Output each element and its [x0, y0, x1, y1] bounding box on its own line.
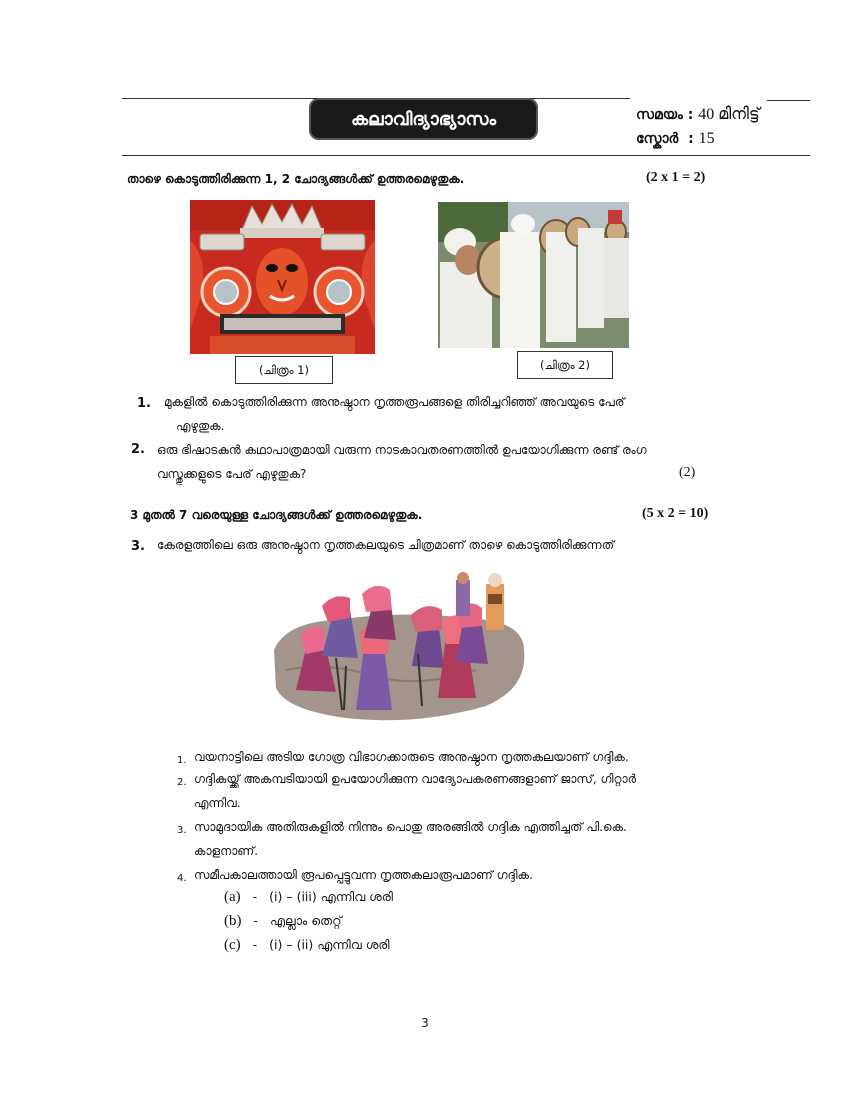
statement2-text: ഗദ്ദികയ്ക്ക് അകമ്പടിയായി ഉപയോഗിക്കുന്ന വാദ്യോപകരണങ്ങളാണ് ജാസ്, ഗിറ്റാർ എന്നിവ. — [194, 772, 637, 810]
score-label: സ്കോർ — [636, 131, 679, 147]
question1-number: 1. — [137, 396, 151, 411]
time-label: സമയം — [636, 107, 683, 123]
gaddika-illustration — [266, 570, 528, 726]
theyyam-picture — [190, 200, 375, 354]
statement4-number: 4. — [177, 873, 187, 884]
statement1-text: വയനാട്ടിലെ അടിയ ഗോത്ര വിഭാഗക്കാരുടെ അനുഷ്ഠാന നൃത്തകലയാണ് ഗദ്ദിക. — [194, 750, 629, 764]
section2-marks: (5 x 2 = 10) — [642, 506, 709, 521]
question3-text: കേരളത്തിലെ ഒരു അനുഷ്ഠാന നൃത്തകലയുടെ ചിത്രമാണ് താഴെ കൊടുത്തിരിക്കുന്നത് — [157, 538, 615, 552]
daff-performers-picture — [438, 202, 629, 348]
time-value: 40 മിനിട്ട് — [698, 106, 760, 123]
score-value: 15 — [698, 130, 715, 147]
statement2-number: 2. — [177, 777, 187, 788]
score-info: സ്കോർ : 15 — [636, 130, 715, 147]
question2-text: ഒരു ഭിഷാടകൻ കഥാപാത്രമായി വരുന്ന നാടകാവതരണത്തിൽ ഉപയോഗിക്കുന്ന രണ്ട് രംഗ വസ്തുക്കളുടെ പേര് എഴുതുക? — [157, 443, 647, 481]
question1-text: മുകളിൽ കൊടുത്തിരിക്കുന്ന അനുഷ്ഠാന നൃത്തരൂപങ്ങളെ തിരിച്ചറിഞ്ഞ് അവയുടെ പേര് എഴുതുക. — [164, 395, 625, 433]
option-a: (a) - (i) – (iii) എന്നിവ ശരി — [224, 889, 393, 905]
section1-instruction: താഴെ കൊടുത്തിരിക്കുന്ന 1, 2 ചോദ്യങ്ങൾക്ക് ഉത്തരമെഴുതുക. — [127, 172, 465, 186]
question3-number: 3. — [131, 539, 145, 554]
option-c: (c) - (i) – (ii) എന്നിവ ശരി — [224, 937, 390, 953]
question2-number: 2. — [131, 442, 145, 457]
question2-marks: (2) — [679, 465, 696, 480]
statement3-text: സാമുദായിക അതിരുകളിൽ നിന്നും പൊതു അരങ്ങിൽ ഗദ്ദിക എത്തിച്ചത് പി.കെ. കാളനാണ്. — [194, 820, 627, 858]
subject-title-text: കലാവിദ്യാഭ്യാസം — [350, 108, 497, 130]
option-b: (b) - എല്ലാം തെറ്റ് — [224, 913, 342, 929]
statement1-number: 1. — [177, 755, 187, 766]
picture1-caption: (ചിത്രം 1) — [235, 356, 333, 384]
picture2-caption: (ചിത്രം 2) — [517, 351, 613, 379]
section2-instruction: 3 മുതൽ 7 വരെയുള്ള ചോദ്യങ്ങൾക്ക് ഉത്തരമെഴുതുക. — [130, 508, 423, 522]
statement3-number: 3. — [177, 825, 187, 836]
time-info: സമയം : 40 മിനിട്ട് — [636, 106, 760, 123]
subject-title — [309, 98, 538, 140]
header-bottom-rule — [122, 155, 810, 156]
page-number: 3 — [421, 1016, 429, 1030]
section1-marks: (2 x 1 = 2) — [646, 170, 706, 185]
header-top-rule-right — [767, 100, 810, 101]
statement4-text: സമീപകാലത്തായി രൂപപ്പെട്ടുവന്ന നൃത്തകലാരൂപമാണ് ഗദ്ദിക. — [194, 868, 533, 882]
